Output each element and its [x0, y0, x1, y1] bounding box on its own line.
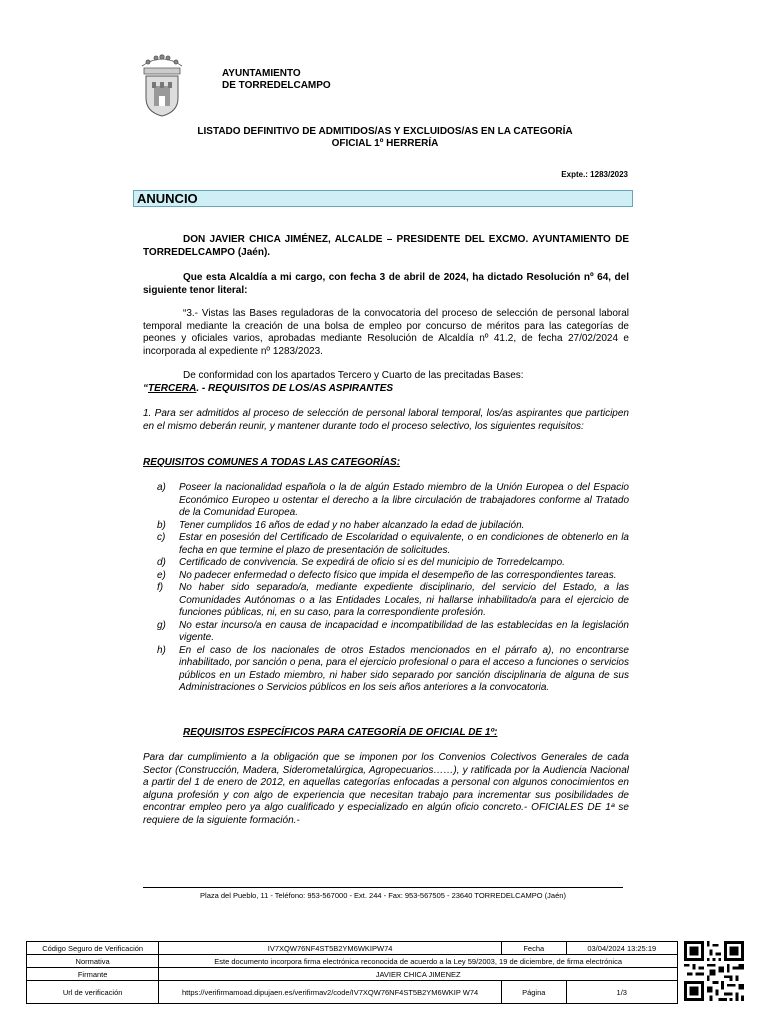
- document-title: [145, 126, 625, 150]
- requirement-item: [143, 645, 629, 695]
- normativa-label: Normativa: [27, 955, 159, 968]
- org-line-2: DE TORREDELCAMPO: [222, 80, 331, 91]
- qr-code: [684, 941, 744, 1001]
- tercera-heading: . - REQUISITOS DE LOS/AS ASPIRANTES: [196, 382, 394, 394]
- requirement-item: [143, 582, 629, 620]
- requirement-text: En el caso de los nacionales de otros Estados mencionados en el párrafo a), no encontrarse inhabilitado, por sanción o pena, para el ejercicio profesional o para el acceso a funciones o servicios públicos en un Estado miembro, ni haber sido separado por sanción disciplinaria de alguna de sus Administraciones o Servicios públicos en los seis años anteriores a la convocatoria.: [179, 644, 629, 693]
- pagina-label: Página: [501, 981, 566, 1004]
- requirement-letter: g): [157, 619, 166, 631]
- requirement-letter: e): [157, 569, 166, 581]
- requirement-letter: c): [157, 532, 166, 543]
- tercera-label: TERCERA: [148, 382, 197, 394]
- requirement-item: [143, 532, 629, 557]
- requirement-item: [143, 520, 629, 533]
- quote-mark: “: [143, 382, 148, 394]
- requirement-letter: f): [157, 582, 164, 593]
- footer-divider: [143, 887, 623, 888]
- requirement-letter: d): [157, 557, 166, 568]
- firmante-label: Firmante: [27, 968, 159, 981]
- requirement-letter: h): [157, 644, 166, 656]
- requirement-letter: b): [157, 519, 166, 531]
- bases-paragraph: [143, 370, 629, 395]
- fecha-label: Fecha: [501, 942, 566, 955]
- firmante-value: JAVIER CHICA JIMENEZ: [159, 968, 678, 981]
- normativa-value: Este documento incorpora firma electrónica reconocida de acuerdo a la Ley 59/2003, 19 de diciembre, de firma electrónica: [159, 955, 678, 968]
- csv-value: IV7XQW76NF4ST5B2YM6WKIPW74: [159, 942, 502, 955]
- title-line-1: LISTADO DEFINITIVO DE ADMITIDOS/AS Y EXCLUIDOS/AS EN LA CATEGORÍA: [197, 126, 573, 137]
- common-requirements-heading: REQUISITOS COMUNES A TODAS LAS CATEGORÍAS:: [143, 457, 401, 468]
- requirement-text: No estar incurso/a en causa de incapacidad e incompatibilidad de las establecidas en la legislación vigente.: [179, 619, 629, 643]
- requirements-intro: 1. Para ser admitidos al proceso de selección de personal laboral temporal, los/as aspirantes que participen en el mismo deberán reunir, y mantener durante todo el proceso selectivo, los siguientes requisitos:: [143, 408, 629, 432]
- mayor-heading: DON JAVIER CHICA JIMÉNEZ, ALCALDE – PRESIDENTE DEL EXCMO. AYUNTAMIENTO DE TORREDELCAMPO (Jaén).: [143, 234, 629, 258]
- requirement-item: [143, 570, 629, 583]
- expedient-number: Expte.: 1283/2023: [561, 170, 628, 179]
- title-line-2: OFICIAL 1º HERRERÍA: [331, 138, 439, 149]
- requirement-letter: a): [157, 482, 166, 493]
- requirement-text: No haber sido separado/a, mediante expediente disciplinario, del servicio del Estado, a las Comunidades Autónomas o a las Entidades Locales, ni hallarse inhabilitado/a para el ejercicio de funciones públicas, ni, en su caso, para la correspondiente profesión.: [179, 582, 629, 618]
- specific-requirements-heading: REQUISITOS ESPECÍFICOS PARA CATEGORÍA DE OFICIAL DE 1º:: [183, 727, 498, 738]
- resolution-intro: Que esta Alcaldía a mi cargo, con fecha 3 de abril de 2024, ha dictado Resolución nº 64, del siguiente tenor literal:: [143, 272, 629, 296]
- requirement-item: [143, 557, 629, 570]
- fecha-value: 03/04/2024 13:25:19: [566, 942, 677, 955]
- requirement-text: Estar en posesión del Certificado de Escolaridad o equivalente, o en condiciones de obtenerlo en la fecha en que termine el plazo de presentación de solicitudes.: [179, 532, 629, 556]
- requirement-text: Tener cumplidos 16 años de edad y no haber alcanzado la edad de jubilación.: [179, 519, 525, 531]
- anuncio-banner: ANUNCIO: [133, 190, 633, 207]
- requirement-text: Certificado de convivencia. Se expedirá de oficio si es del municipio de Torredelcampo.: [179, 557, 565, 568]
- csv-label: Código Seguro de Verificación: [27, 942, 159, 955]
- organization-name: [222, 68, 331, 92]
- specific-requirements-paragraph: Para dar cumplimiento a la obligación que se imponen por los Convenios Colectivos Generales de cada Sector (Construcción, Madera, Siderometalúrgica, Agropecuarios……), y ratificada por la Audiencia Nacional a partir del 1 de enero de 2012, en aquellas categorías enfocadas a personal con algunos conocimientos en alguna profesión y con algo de experiencia que necesitan trabajo para incrementar sus posibilidades de encontrar empleo pero ya algo cualificado y especializado en algún oficio concreto.- OFICIALES DE 1ª se requiere de la siguiente formación.-: [143, 752, 629, 826]
- requirement-item: [143, 482, 629, 520]
- footer-address: Plaza del Pueblo, 11 - Teléfono: 953-567000 - Ext. 244 - Fax: 953-567505 - 23640 TORREDELCAMPO (Jaén): [200, 891, 566, 900]
- url-label: Url de verificación: [27, 981, 159, 1004]
- url-value[interactable]: https://verifirmamoad.dipujaen.es/verifirmav2/code/IV7XQW76NF4ST5B2YM6WKIP W74: [159, 981, 502, 1004]
- requirements-list: [143, 482, 629, 695]
- pagina-value: 1/3: [566, 981, 677, 1004]
- resolution-paragraph: “3.- Vistas las Bases reguladoras de la convocatoria del proceso de selección de personal laboral temporal mediante la creación de una bolsa de empleo por concurso de méritos para las categorías de peones y oficiales varios, aprobadas mediante Resolución de Alcaldía nº 41.2, de fecha 27/02/2024 e incorporada al expediente nº 1283/2023.: [143, 308, 629, 357]
- bases-intro: De conformidad con los apartados Tercero y Cuarto de las precitadas Bases:: [183, 370, 524, 381]
- requirement-text: Poseer la nacionalidad española o la de algún Estado miembro de la Unión Europea o del Espacio Económico Europeo u ostentar el derecho a la libre circulación de trabajadores conforme al Tratado de la Comunidad Europea.: [179, 482, 629, 518]
- org-line-1: AYUNTAMIENTO: [222, 68, 301, 79]
- requirement-item: [143, 620, 629, 645]
- coat-of-arms-logo: [138, 52, 186, 118]
- requirement-text: No padecer enfermedad o defecto físico que impida el desempeño de las correspondientes tareas.: [179, 569, 617, 581]
- signature-table: [26, 941, 678, 1004]
